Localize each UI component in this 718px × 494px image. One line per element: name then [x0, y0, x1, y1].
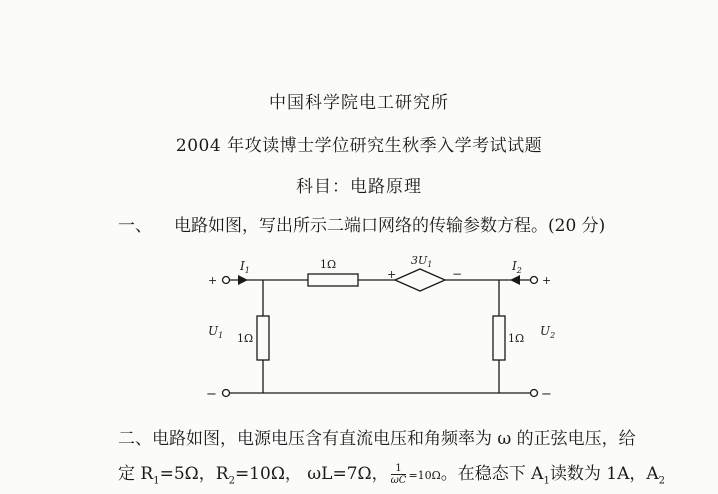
question-1-text: 电路如图，写出所示二端口网络的传输参数方程。(20 分)	[174, 216, 606, 236]
terminal-1-minus: −	[206, 387, 217, 402]
series-resistor	[308, 274, 358, 286]
question-1-number: 一、	[118, 216, 152, 236]
fraction-value: =10Ω	[408, 469, 441, 482]
a1-subscript: 1	[543, 475, 550, 487]
series-resistor-label: 1Ω	[320, 258, 337, 271]
terminal-1-top	[223, 277, 230, 284]
right-shunt-resistor	[493, 316, 505, 360]
institution-name: 中国科学院电工研究所	[269, 93, 449, 113]
left-shunt-resistor	[257, 316, 269, 360]
dependent-source-label: $3U_1$	[411, 254, 433, 269]
i2-label: $I_2$	[512, 259, 522, 275]
q2-suffix: 。在稳态下 A	[440, 464, 544, 484]
terminal-1-plus: +	[208, 274, 218, 287]
terminal-2-bottom	[531, 390, 538, 397]
exam-title: 2004 年攻读博士学位研究生秋季入学考试试题	[175, 136, 543, 156]
r2-value: =10Ω， ωL=7Ω，	[234, 464, 389, 484]
question-2-line-2	[118, 459, 665, 486]
dependent-voltage-source	[395, 269, 445, 291]
q2-prefix: 定 R	[118, 464, 154, 484]
subject-line: 科目：电路原理	[296, 177, 422, 197]
source-minus-sign: −	[452, 267, 463, 281]
i1-label: $I_1$	[240, 259, 250, 275]
terminal-2-minus: −	[541, 387, 552, 402]
r2-subscript: 2	[228, 475, 235, 487]
left-shunt-resistor-label: 1Ω	[237, 332, 254, 345]
r1-value: =5Ω，R	[159, 464, 229, 484]
u2-label: $U_2$	[540, 324, 556, 340]
r1-subscript: 1	[153, 475, 160, 487]
source-plus-sign: +	[387, 268, 397, 281]
i2-arrow-icon	[510, 275, 520, 285]
u1-label: $U_1$	[208, 324, 224, 340]
terminal-2-top	[531, 277, 538, 284]
right-shunt-resistor-label: 1Ω	[508, 332, 525, 345]
q2-end: 读数为 1A，A	[549, 464, 659, 484]
terminal-2-plus: +	[542, 274, 552, 287]
question-2-line-1: 二、电路如图，电源电压含有直流电压和角频率为 ω 的正弦电压，给	[118, 429, 636, 449]
a2-subscript: 2	[658, 475, 665, 487]
fraction-numerator: 1	[391, 463, 407, 475]
question-1	[118, 211, 605, 236]
fraction-denominator: ωC	[390, 475, 407, 486]
i1-arrow-icon	[238, 275, 248, 285]
two-port-circuit-diagram	[190, 248, 570, 408]
terminal-1-bottom	[223, 390, 230, 397]
capacitive-reactance-fraction	[391, 463, 407, 486]
